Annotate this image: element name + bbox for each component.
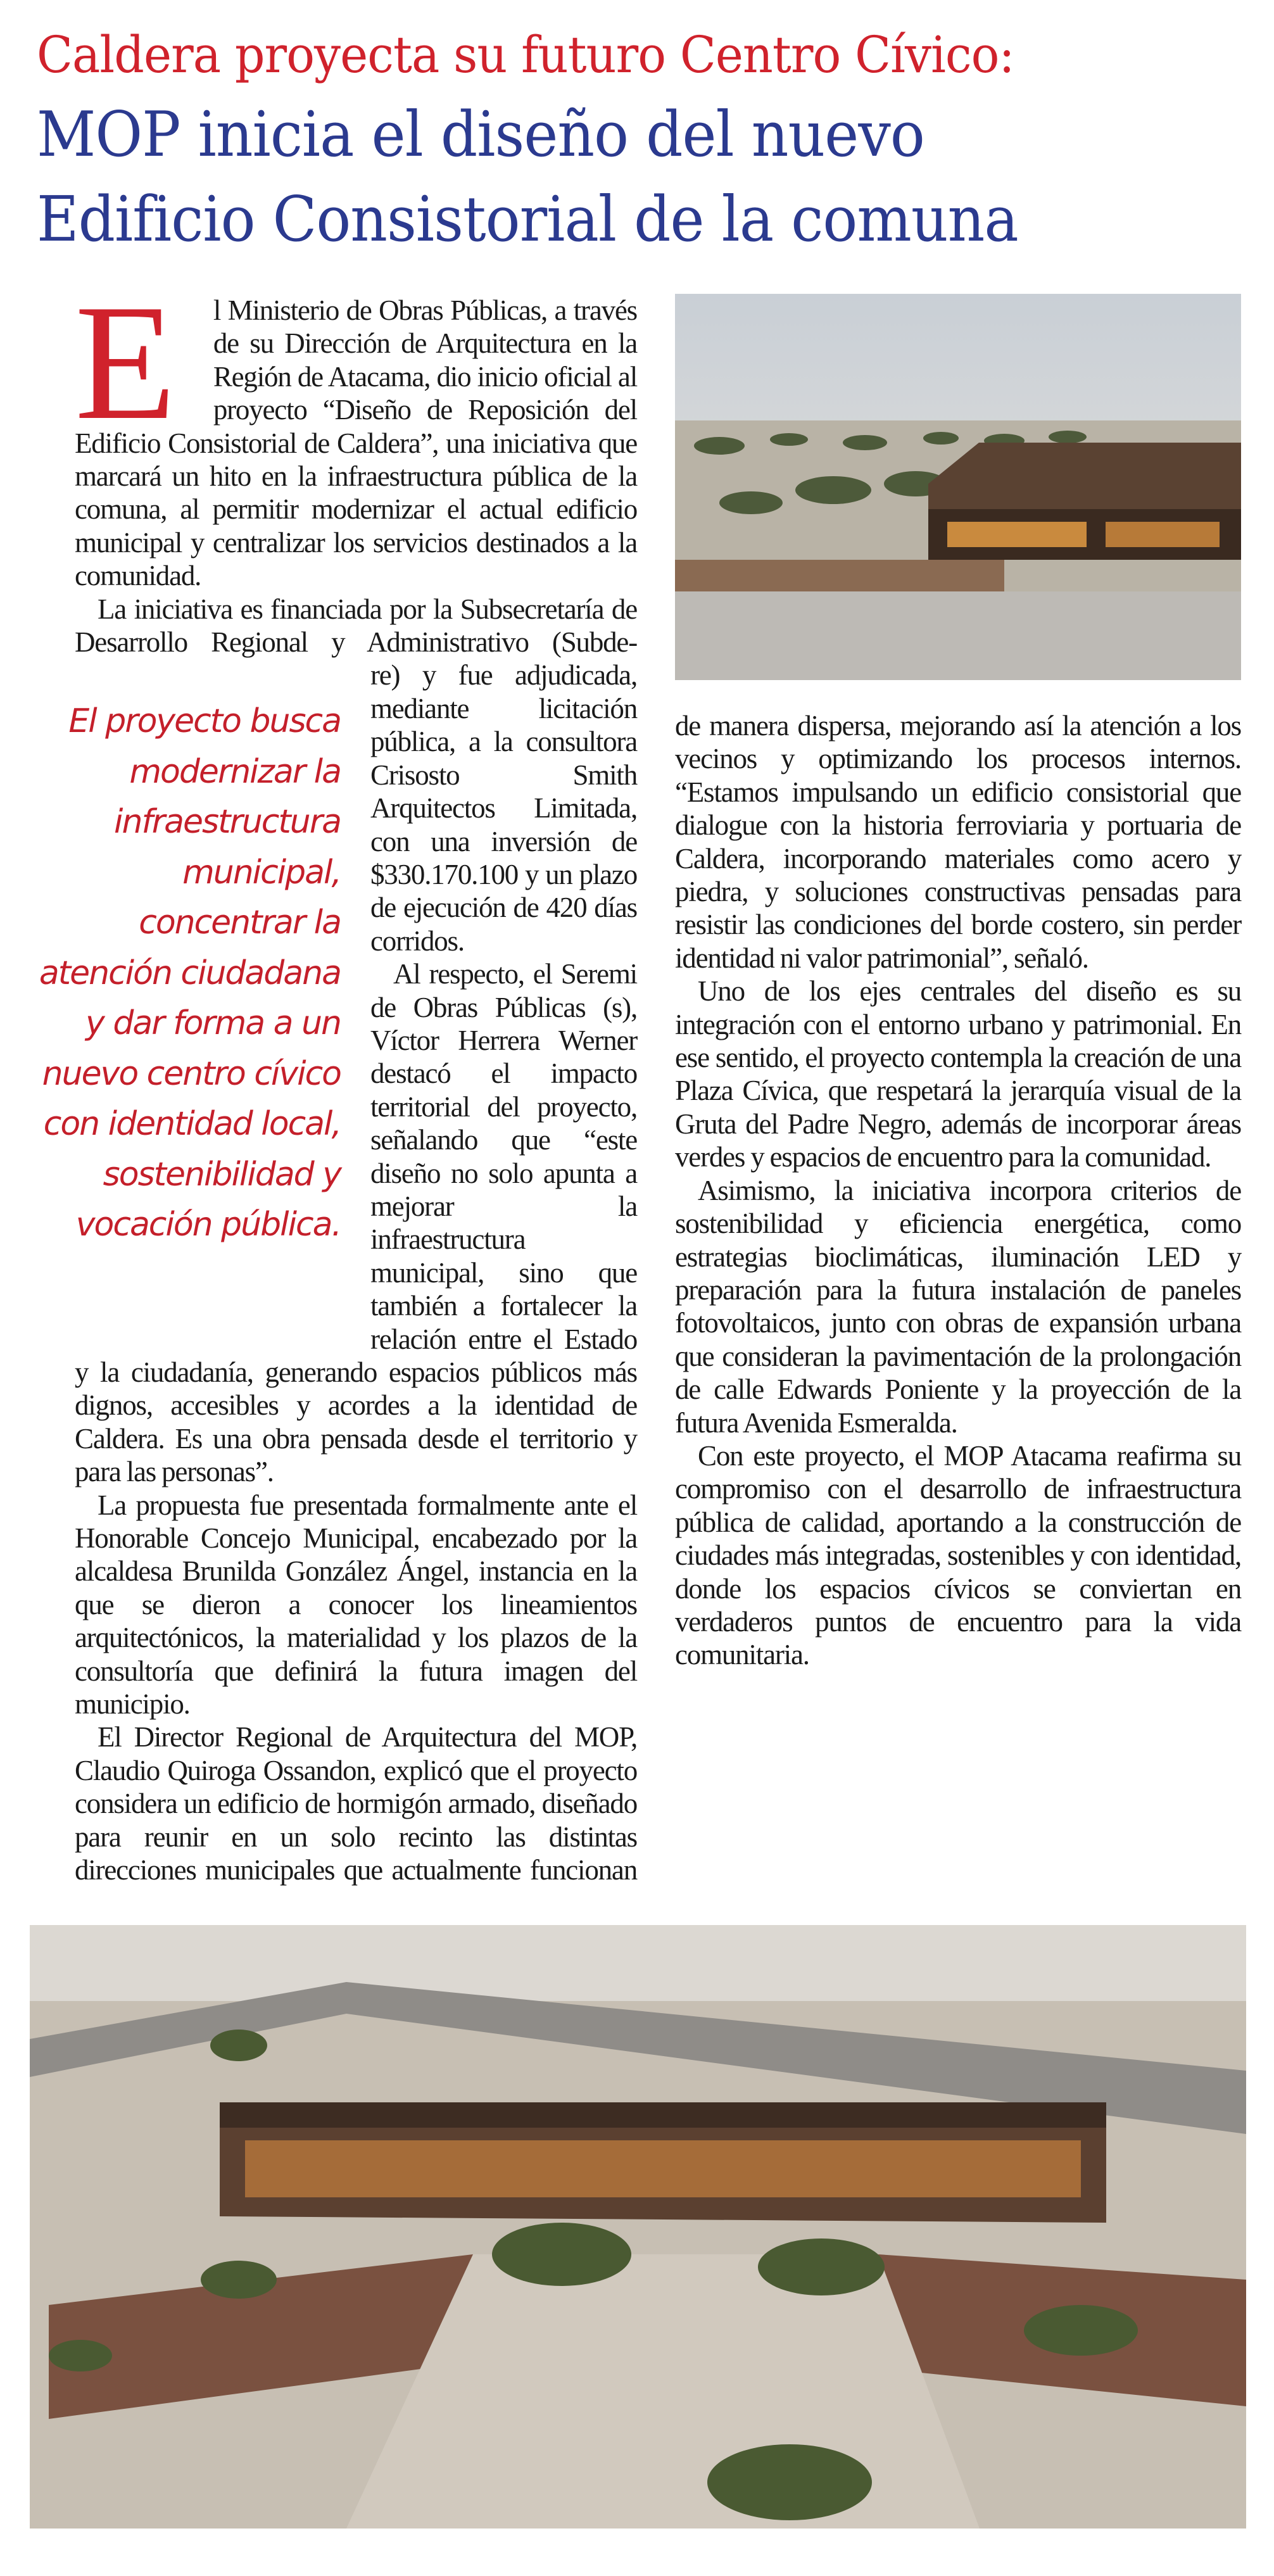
article-column-right [675, 294, 1241, 1672]
article-intro: l Ministerio de Obras Públicas, a través de su Dirección de Arquitectura en la Región de Atacama, dio inicio oficial al proyecto “Diseño de Reposición del Edificio Consistorial de Caldera”, una iniciativa que marcará un hito en la infraestructura pública de la comuna, al permitir modernizar el actual edificio municipal y centralizar los servicios destinados a la comunidad. [75, 294, 637, 592]
article-paragraph: La iniciativa es financiada por la Subsecretaría de Desarrollo Regional y Administrativo (Subde- [75, 593, 637, 659]
article-column-right-text [675, 709, 1241, 1672]
pull-quote: El proyecto busca modernizar la infraestructura municipal, concentrar la atención ciudadana y dar forma a un nuevo centro cívico con identidad local, sostenibilidad y vocación pública. [39, 702, 341, 1244]
headline [0, 0, 1274, 262]
building-rendering-image [675, 294, 1241, 680]
article-paragraph: El Director Regional de Arquitectura del MOP, Claudio Quiroga Ossandon, explicó que el proyecto considera un edificio de hormigón armado, diseñado para reunir en un solo recinto las distintas direcciones municipales que actualmente funcionan [75, 1721, 637, 1886]
article-paragraph: Al respecto, el Seremi de Obras Públicas (s), Víctor Herrera Werner destacó el impacto territorial del proyecto, señalando que “este diseño no solo apunta a mejorar la infraestructura municipal, sino que también a fortalecer la relación entre el Estado [370, 958, 637, 1355]
article-column-left-bottom [19, 1356, 637, 1887]
article-paragraph: de manera dispersa, mejorando así la atención a los vecinos y optimizando los procesos internos. “Estamos impulsando un edificio consistorial que dialogue con la historia ferroviaria y portuaria de Caldera, incorporando materiales como acero y piedra, y soluciones constructivas pensadas para resistir las condiciones del borde costero, sin perder identidad ni valor patrimonial”, señaló. [675, 710, 1241, 974]
headline-title-line2: Edificio Consistorial de la comuna [37, 184, 1018, 256]
article-column-left [19, 270, 637, 1887]
article-paragraph: La propuesta fue presentada formalmente ante el Honorable Concejo Municipal, encabezado por la alcaldesa Brunilda González Ángel, instancia en la que se dieron a conocer los lineamientos arquitectónicos, la materialidad y los plazos de la consultoría que definirá la futura imagen del municipio. [75, 1489, 637, 1720]
article-paragraph: y la ciudadanía, generando espacios públicos más dignos, accesibles y acordes a la identidad de Caldera. Es una obra pensada desde el territorio y para las personas”. [75, 1356, 637, 1488]
article-mid-section [19, 659, 637, 1356]
article-paragraph: re) y fue adjudicada, mediante licitación pública, a la consultora Crisosto Smith Arquitectos Limitada, con una inversión de $330.170.100 y un plazo de ejecución de 420 días corridos. [370, 659, 637, 957]
headline-kicker: Caldera proyecta su futuro Centro Cívico: [37, 25, 1014, 84]
article-column-narrow [370, 659, 637, 1356]
headline-title-line1: MOP inicia el diseño del nuevo [37, 99, 924, 171]
article-paragraph: Asimismo, la iniciativa incorpora criterios de sostenibilidad y eficiencia energética, como estrategias bioclimáticas, iluminación LED y preparación para la futura instalación de paneles fotovoltaicos, junto con obras de expansión urbana que consideran la pavimentación de la prolongación de calle Edwards Poniente y la proyección de la futura Avenida Esmeralda. [675, 1174, 1241, 1439]
article-paragraph: Uno de los ejes centrales del diseño es su integración con el entorno urbano y patrimonial. En ese sentido, el proyecto contempla la creación de una Plaza Cívica, que respetará la jerarquía visual de la Gruta del Padre Negro, además de incorporar áreas verdes y espacios de encuentro para la comunidad. [675, 975, 1241, 1173]
drop-cap: E [75, 270, 175, 454]
article-paragraph: Con este proyecto, el MOP Atacama reafirma su compromiso con el desarrollo de infraestructura pública de calidad, aportando a la construcción de ciudades más integradas, sostenibles y con identidad, donde los espacios cívicos se conviertan en verdaderos puntos de encuentro para la vida comunitaria. [675, 1439, 1241, 1671]
article-column-left-top [19, 270, 637, 659]
article-columns [0, 262, 1274, 1887]
aerial-rendering-image [30, 1925, 1246, 2529]
